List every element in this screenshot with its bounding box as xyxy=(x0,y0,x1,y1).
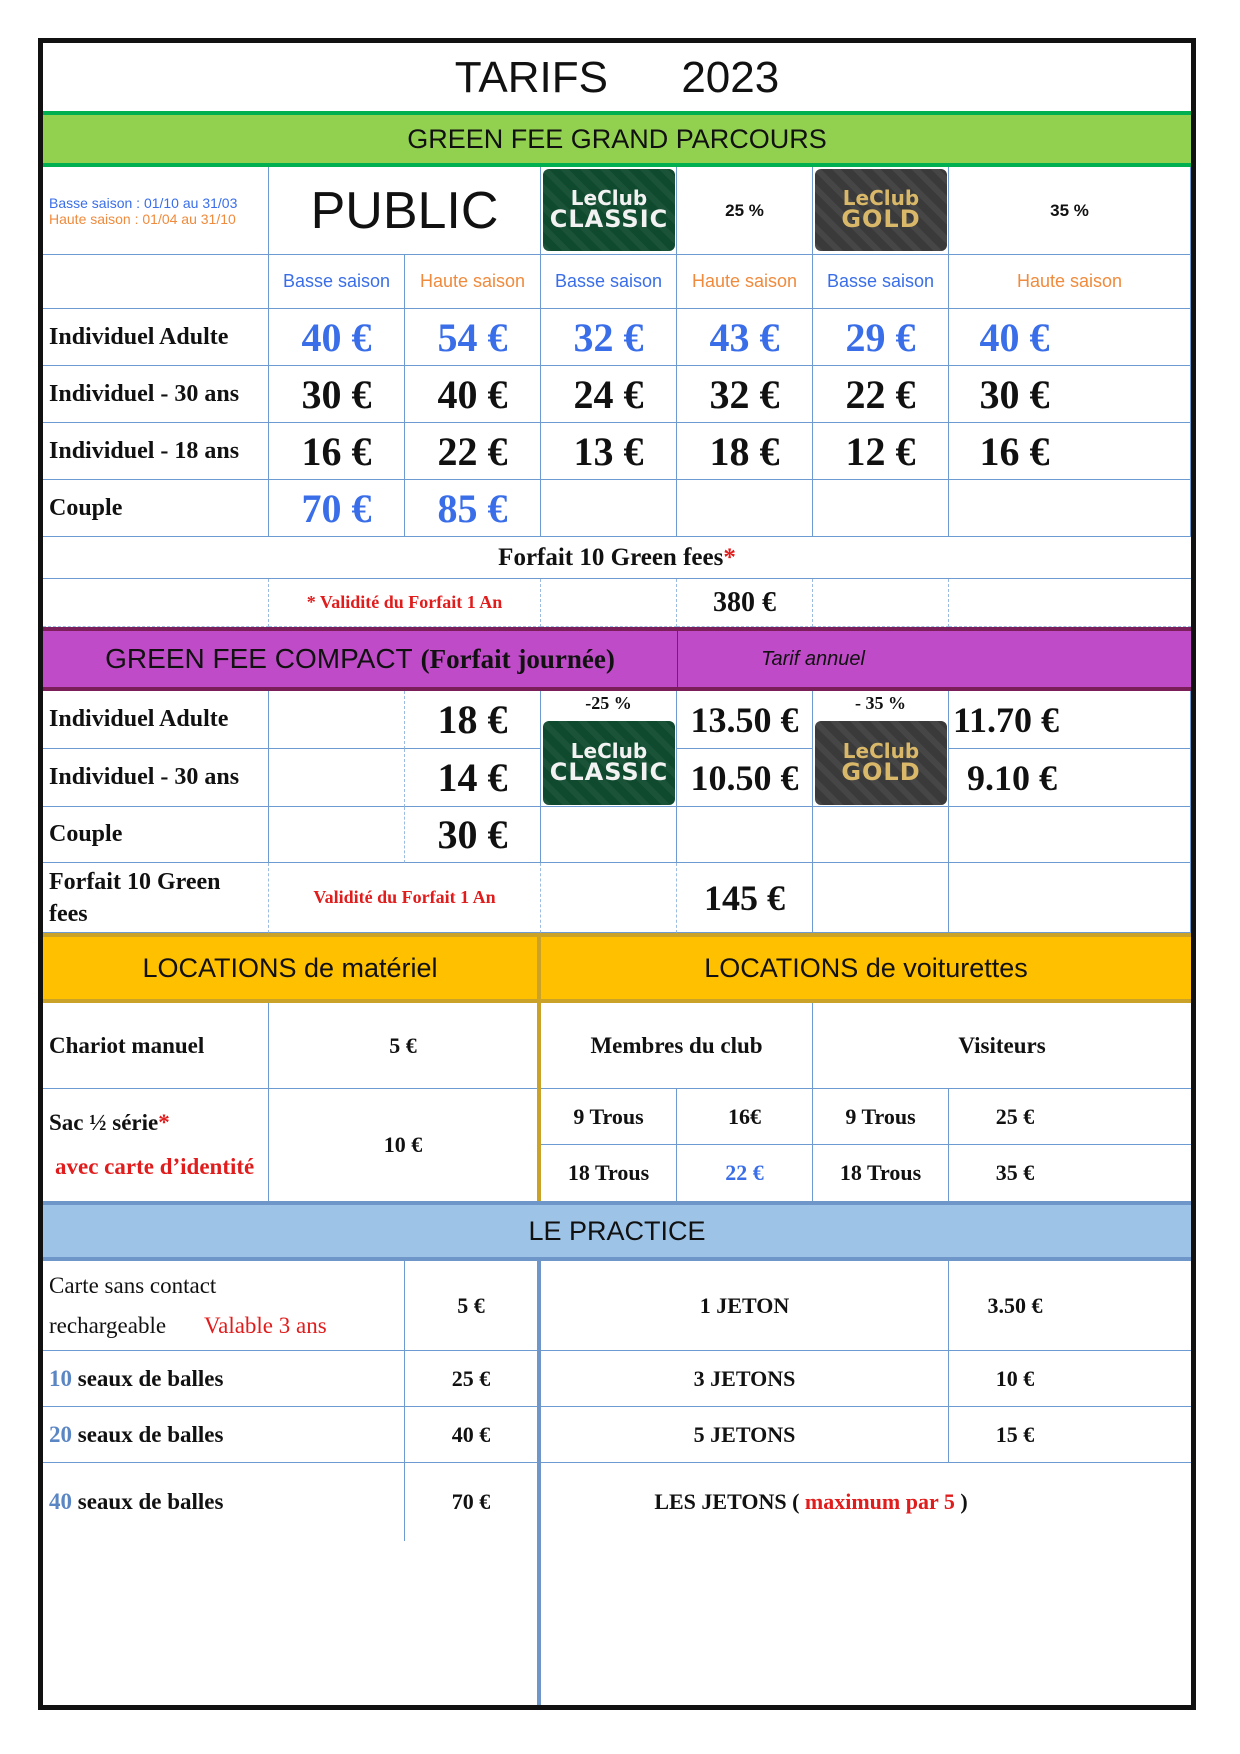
empty-cell xyxy=(269,691,405,749)
sac-label-cell xyxy=(43,1089,269,1201)
jetons-note-b: ) xyxy=(960,1489,968,1514)
price-cell: 12 € xyxy=(813,423,949,480)
price-cell: 14 € xyxy=(405,749,541,807)
seaux-10-label xyxy=(43,1351,405,1407)
price-cell: 40 € xyxy=(949,309,1191,366)
empty-cell xyxy=(541,579,677,627)
season-high-text: Haute saison : 01/04 au 31/10 xyxy=(49,210,236,227)
membres-9-price: 16€ xyxy=(677,1089,813,1145)
visiteurs-9-label: 9 Trous xyxy=(813,1089,949,1145)
price-cell: 32 € xyxy=(677,366,813,423)
empty-cell xyxy=(541,807,677,863)
compact-gold-logo-cell xyxy=(813,691,949,807)
price-cell: 70 € xyxy=(269,480,405,537)
carte-line2-wrap xyxy=(49,1313,327,1339)
page-title: TARIFS 2023 xyxy=(454,53,780,102)
col-gold-high: Haute saison xyxy=(949,255,1191,309)
gold-logo-line2: GOLD xyxy=(841,205,921,234)
empty-header-cell xyxy=(43,255,269,309)
seaux-40-label xyxy=(43,1463,405,1541)
empty-cell xyxy=(813,807,949,863)
classic-logo-line1: LeClub xyxy=(570,739,648,764)
seaux-20-price: 40 € xyxy=(405,1407,537,1463)
jetons-note xyxy=(541,1463,1191,1541)
compact-gold-discount: - 35 % xyxy=(855,693,906,713)
col-public-high: Haute saison xyxy=(405,255,541,309)
visiteurs-header: Visiteurs xyxy=(813,1003,1191,1089)
price-cell: 13.50 € xyxy=(677,691,813,749)
empty-cell xyxy=(43,579,269,627)
season-legend xyxy=(43,167,269,255)
price-cell: 29 € xyxy=(813,309,949,366)
seaux-20-text: seaux de balles xyxy=(77,1421,224,1447)
sac-asterisk: * xyxy=(158,1110,170,1135)
row-label-moins-30: Individuel - 30 ans xyxy=(43,366,269,423)
compact-header-title xyxy=(43,631,677,687)
gold-logo-line2: GOLD xyxy=(841,758,921,787)
gold-logo-cell xyxy=(813,167,949,255)
empty-cell xyxy=(541,480,677,537)
visiteurs-9-price: 25 € xyxy=(949,1089,1191,1145)
seaux-40-text: seaux de balles xyxy=(77,1489,224,1514)
empty-cell xyxy=(677,807,813,863)
col-classic-high: Haute saison xyxy=(677,255,813,309)
row-label-moins-18: Individuel - 18 ans xyxy=(43,423,269,480)
club-gold-logo xyxy=(815,169,947,251)
empty-cell xyxy=(269,807,405,863)
sac-label-text: Sac ½ série xyxy=(49,1110,159,1135)
empty-cell xyxy=(813,579,949,627)
empty-cell xyxy=(541,863,677,933)
price-cell: 9.10 € xyxy=(949,749,1191,807)
forfait-title xyxy=(43,537,1191,579)
membres-header: Membres du club xyxy=(541,1003,813,1089)
price-cell: 18 € xyxy=(405,691,541,749)
seaux-40-price: 70 € xyxy=(451,1489,491,1514)
jeton-1-price: 3.50 € xyxy=(949,1261,1191,1351)
locations-voiturettes-header: LOCATIONS de voiturettes xyxy=(541,937,1191,999)
forfait-price: 380 € xyxy=(677,579,813,627)
carte-note: Valable 3 ans xyxy=(204,1312,327,1338)
compact-label-adulte: Individuel Adulte xyxy=(43,691,269,749)
sac-note: avec carte d’identité xyxy=(55,1154,255,1179)
classic-logo-line2: CLASSIC xyxy=(549,205,669,234)
seaux-10-qty: 10 xyxy=(49,1365,72,1391)
price-cell: 16 € xyxy=(269,423,405,480)
visiteurs-18-label: 18 Trous xyxy=(813,1145,949,1201)
price-cell: 43 € xyxy=(677,309,813,366)
empty-cell xyxy=(813,863,949,933)
public-label: PUBLIC xyxy=(269,167,541,255)
empty-cell xyxy=(677,480,813,537)
price-cell: 30 € xyxy=(949,366,1191,423)
col-gold-low: Basse saison xyxy=(813,255,949,309)
price-cell: 13 € xyxy=(541,423,677,480)
sac-label xyxy=(49,1110,170,1136)
empty-cell xyxy=(813,480,949,537)
tarif-annuel-label: Tarif annuel xyxy=(761,647,865,670)
price-cell: 16 € xyxy=(949,423,1191,480)
club-classic-logo xyxy=(543,721,675,805)
price-cell: 40 € xyxy=(269,309,405,366)
empty-cell xyxy=(949,480,1191,537)
price-cell: 30 € xyxy=(405,807,541,863)
jetons-note-red: maximum par 5 xyxy=(804,1489,955,1514)
visiteurs-18-price: 35 € xyxy=(995,1160,1035,1185)
gold-discount: 35 % xyxy=(949,167,1191,255)
gold-logo-line1: LeClub xyxy=(842,739,920,764)
compact-label-couple: Couple xyxy=(43,807,269,863)
price-cell: 54 € xyxy=(405,309,541,366)
club-gold-logo xyxy=(815,721,947,805)
empty-cell xyxy=(949,579,1191,627)
empty-cell xyxy=(949,807,1191,863)
compact-forfait-label: Forfait 10 Green fees xyxy=(43,863,269,933)
price-cell: 85 € xyxy=(405,480,541,537)
price-cell: 10.50 € xyxy=(677,749,813,807)
compact-header-sub: (Forfait journée) xyxy=(420,643,615,674)
price-cell: 18 € xyxy=(677,423,813,480)
membres-9-label: 9 Trous xyxy=(541,1089,677,1145)
jeton-3-label: 3 JETONS xyxy=(541,1351,949,1407)
compact-header-main: GREEN FEE COMPACT xyxy=(105,643,413,674)
price-cell: 40 € xyxy=(405,366,541,423)
price-cell: 24 € xyxy=(541,366,677,423)
col-classic-low: Basse saison xyxy=(541,255,677,309)
empty-cell xyxy=(949,863,1191,933)
classic-logo-line1: LeClub xyxy=(570,186,648,211)
seaux-10-price: 25 € xyxy=(405,1351,537,1407)
gold-logo-line1: LeClub xyxy=(842,186,920,211)
compact-forfait-validity: Validité du Forfait 1 An xyxy=(269,863,541,933)
col-public-low: Basse saison xyxy=(269,255,405,309)
jeton-3-price: 10 € xyxy=(949,1351,1191,1407)
grand-parcours-header: GREEN FEE GRAND PARCOURS xyxy=(43,115,1191,163)
forfait-validity-note: * Validité du Forfait 1 An xyxy=(269,579,541,627)
sac-price: 10 € xyxy=(383,1132,423,1157)
jetons-note-a: LES JETONS ( xyxy=(654,1489,800,1514)
forfait-asterisk: * xyxy=(723,543,736,571)
empty-cell xyxy=(269,749,405,807)
jeton-1-label: 1 JETON xyxy=(541,1261,949,1351)
tarif-sheet xyxy=(38,38,1196,1710)
price-cell: 32 € xyxy=(541,309,677,366)
seaux-40-qty: 40 xyxy=(49,1489,72,1514)
practice-header: LE PRACTICE xyxy=(43,1205,1191,1257)
price-cell: 11.70 € xyxy=(949,691,1191,749)
price-cell: 22 € xyxy=(405,423,541,480)
membres-18-price: 22 € xyxy=(677,1145,813,1201)
carte-price: 5 € xyxy=(405,1261,537,1351)
carte-line1: Carte sans contact xyxy=(49,1272,217,1298)
season-low-text: Basse saison : 01/10 au 31/03 xyxy=(49,194,238,211)
price-cell: 30 € xyxy=(269,366,405,423)
locations-materiel-header: LOCATIONS de matériel xyxy=(43,937,537,999)
compact-label-moins-30: Individuel - 30 ans xyxy=(43,749,269,807)
chariot-price: 5 € xyxy=(269,1003,537,1089)
price-cell: 22 € xyxy=(813,366,949,423)
club-classic-logo xyxy=(543,169,675,251)
classic-discount: 25 % xyxy=(677,167,813,255)
seaux-10-text: seaux de balles xyxy=(77,1365,224,1391)
compact-forfait-price: 145 € xyxy=(677,863,813,933)
compact-classic-discount: -25 % xyxy=(585,693,632,713)
membres-18-label: 18 Trous xyxy=(541,1145,677,1201)
seaux-20-qty: 20 xyxy=(49,1421,72,1447)
carte-label-cell xyxy=(43,1261,405,1351)
row-label-couple: Couple xyxy=(43,480,269,537)
classic-logo-line2: CLASSIC xyxy=(549,758,669,787)
chariot-label: Chariot manuel xyxy=(43,1003,269,1089)
jeton-5-price: 15 € xyxy=(949,1407,1191,1463)
compact-classic-logo-cell xyxy=(541,691,677,807)
seaux-20-label xyxy=(43,1407,405,1463)
carte-line2: rechargeable xyxy=(49,1312,167,1338)
classic-logo-cell xyxy=(541,167,677,255)
jeton-5-label: 5 JETONS xyxy=(541,1407,949,1463)
forfait-title-text: Forfait 10 Green fees xyxy=(498,543,724,571)
row-label-adulte: Individuel Adulte xyxy=(43,309,269,366)
